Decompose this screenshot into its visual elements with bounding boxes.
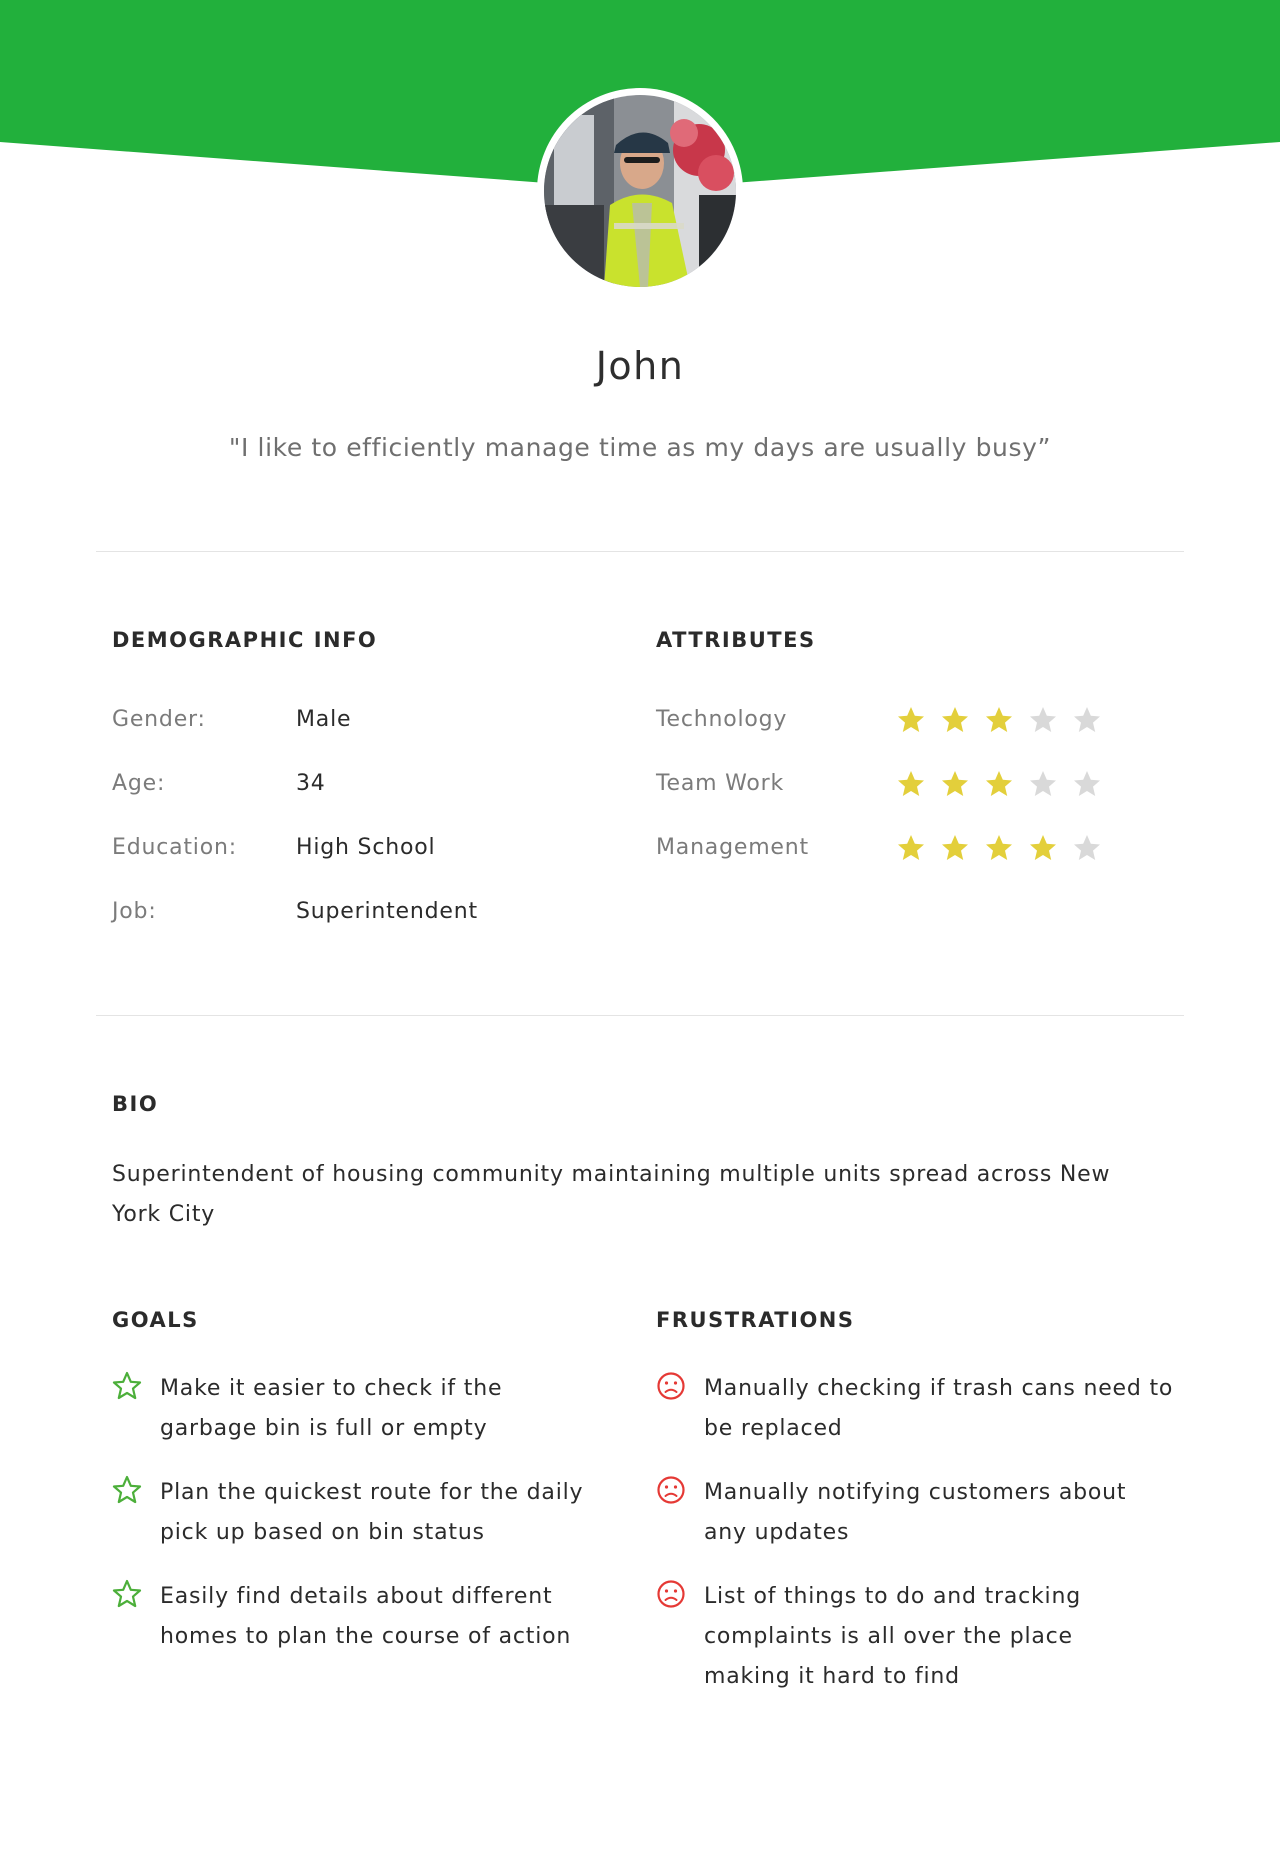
star-filled-icon	[984, 705, 1014, 735]
star-filled-icon	[1028, 833, 1058, 863]
star-empty-icon	[1072, 705, 1102, 735]
star-rating	[896, 769, 1102, 799]
goals-title: GOALS	[112, 1308, 199, 1332]
demographic-value: 34	[296, 771, 326, 796]
demographic-title: DEMOGRAPHIC INFO	[112, 628, 378, 652]
goal-text-line: Easily find details about different	[160, 1584, 553, 1609]
bio-text: Superintendent of housing community maintaining multiple units spread across New York City	[112, 1162, 1111, 1227]
demographic-label: Age:	[112, 771, 166, 796]
demographic-row-gender	[112, 707, 572, 739]
attribute-row-team-work	[656, 771, 1136, 803]
profile-photo-icon	[544, 95, 736, 287]
star-rating	[896, 705, 1102, 735]
star-rating	[896, 833, 1102, 863]
frustration-text-line: Manually notifying customers about	[704, 1480, 1127, 1505]
bio-title: BIO	[112, 1092, 159, 1116]
star-outline-icon	[112, 1475, 142, 1505]
sad-face-icon	[656, 1475, 686, 1505]
star-filled-icon	[984, 833, 1014, 863]
sad-face-icon	[656, 1579, 686, 1609]
persona-quote: "I like to efficiently manage time as my days are usually busy”	[228, 433, 1052, 462]
demographic-value: Superintendent	[296, 899, 478, 924]
sad-face-icon	[656, 1371, 686, 1401]
avatar	[537, 88, 743, 294]
attribute-label: Technology	[656, 707, 788, 732]
goal-text-line: homes to plan the course of action	[160, 1624, 572, 1649]
frustration-text-line: Manually checking if trash cans need to	[704, 1376, 1174, 1401]
frustration-text-line: be replaced	[704, 1416, 843, 1441]
attribute-row-technology	[656, 707, 1136, 739]
demographic-label: Gender:	[112, 707, 206, 732]
star-filled-icon	[896, 769, 926, 799]
divider	[96, 1015, 1184, 1016]
frustration-text-line: complaints is all over the place	[704, 1624, 1073, 1649]
demographic-row-education	[112, 835, 572, 867]
attribute-label: Management	[656, 835, 809, 860]
star-empty-icon	[1072, 833, 1102, 863]
demographic-label: Education:	[112, 835, 237, 860]
goal-text-line: Make it easier to check if the	[160, 1376, 503, 1401]
goal-text-line: Plan the quickest route for the daily	[160, 1480, 584, 1505]
goal-text-line: garbage bin is full or empty	[160, 1416, 488, 1441]
frustration-text-line: any updates	[704, 1520, 850, 1545]
demographic-row-age	[112, 771, 572, 803]
demographic-row-job	[112, 899, 572, 931]
star-empty-icon	[1028, 769, 1058, 799]
star-filled-icon	[940, 833, 970, 863]
attribute-row-management	[656, 835, 1136, 867]
demographic-value: Male	[296, 707, 352, 732]
frustration-text-line: List of things to do and tracking	[704, 1584, 1081, 1609]
divider	[96, 551, 1184, 552]
star-empty-icon	[1072, 769, 1102, 799]
star-filled-icon	[896, 705, 926, 735]
attributes-title: ATTRIBUTES	[656, 628, 816, 652]
attribute-label: Team Work	[656, 771, 785, 796]
demographic-value: High School	[296, 835, 436, 860]
star-filled-icon	[940, 769, 970, 799]
frustrations-title: FRUSTRATIONS	[656, 1308, 855, 1332]
star-filled-icon	[940, 705, 970, 735]
frustration-text-line: making it hard to find	[704, 1664, 960, 1689]
star-filled-icon	[896, 833, 926, 863]
goal-text-line: pick up based on bin status	[160, 1520, 485, 1545]
star-empty-icon	[1028, 705, 1058, 735]
star-outline-icon	[112, 1371, 142, 1401]
persona-name: John	[595, 344, 685, 388]
star-filled-icon	[984, 769, 1014, 799]
star-outline-icon	[112, 1579, 142, 1609]
demographic-label: Job:	[112, 899, 157, 924]
